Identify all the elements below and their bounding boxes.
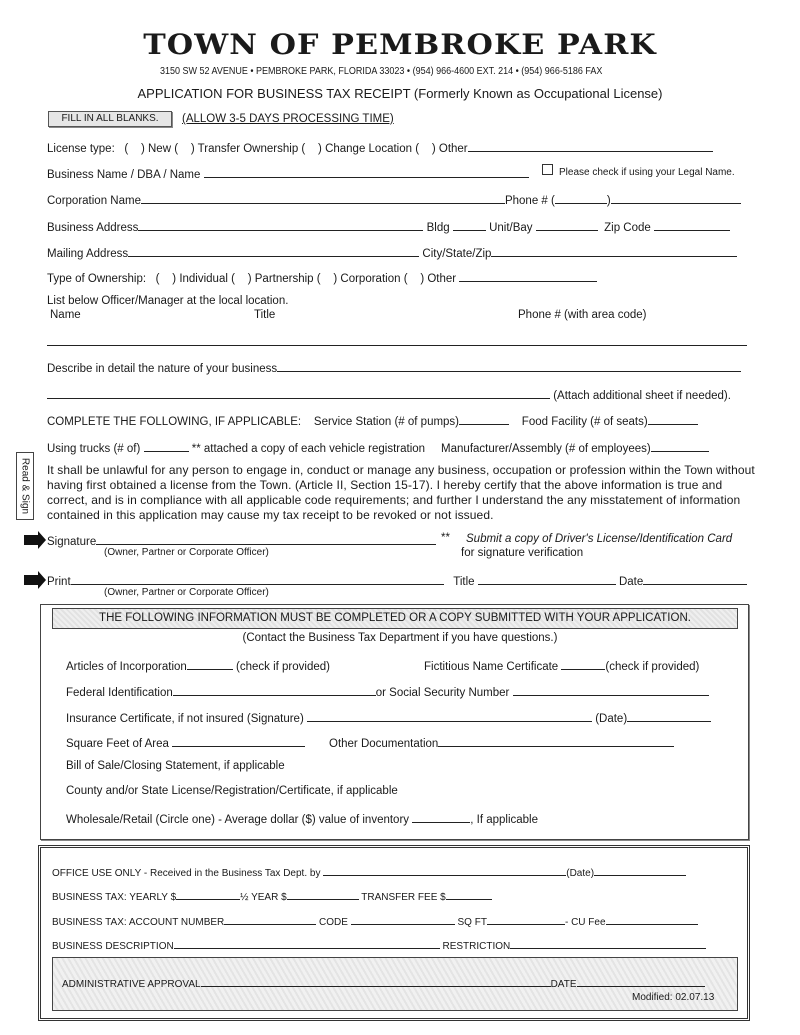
license-type-label: License type: (47, 143, 115, 155)
fictitious-row (424, 658, 699, 673)
signature-sublabel: (Owner, Partner or Corporate Officer) (104, 547, 269, 558)
sq-ft-field[interactable] (487, 913, 565, 925)
zip-code-field[interactable] (654, 219, 730, 231)
insurance-date-label: (Date) (595, 713, 628, 725)
wholesale-row (66, 811, 538, 826)
account-number-label: BUSINESS TAX: ACCOUNT NUMBER (52, 917, 225, 928)
business-address-label: Business Address (47, 222, 139, 234)
requirements-header: THE FOLLOWING INFORMATION MUST BE COMPLETED OR A COPY SUBMITTED WITH YOUR APPLICATION. (52, 608, 738, 629)
signature-note-line1: Submit a copy of Driver's License/Identification Card (466, 533, 733, 545)
signature-note-marker: ** (441, 532, 450, 544)
phone-area-code-field[interactable] (555, 192, 607, 204)
town-title: TOWN OF PEMBROKE PARK (143, 28, 657, 61)
phone-number-field[interactable] (611, 192, 741, 204)
officer-entry-field[interactable] (47, 345, 747, 346)
articles-check-note: (check if provided) (236, 661, 330, 673)
print-label: Print (47, 576, 71, 588)
print-date-field[interactable] (643, 573, 747, 585)
insurance-date-field[interactable] (627, 710, 711, 722)
office-date-label: (Date) (566, 868, 595, 879)
yearly-field[interactable] (176, 888, 240, 900)
bldg-field[interactable] (453, 219, 486, 231)
form-title: APPLICATION FOR BUSINESS TAX RECEIPT (Formerly Known as Occupational License) (137, 86, 663, 101)
arrow-right-icon (24, 571, 46, 589)
applicable-label: COMPLETE THE FOLLOWING, IF APPLICABLE: (47, 416, 302, 428)
license-type-change-location-option[interactable]: ( ) Change Location (301, 143, 413, 155)
wholesale-label: Wholesale/Retail (Circle one) - Average dollar ($) value of inventory (66, 814, 410, 826)
code-field[interactable] (351, 913, 455, 925)
phone-paren: ) (606, 195, 611, 207)
service-station-label: Service Station (# of pumps) (313, 416, 460, 428)
ownership-other-field[interactable] (459, 270, 597, 282)
restriction-label: RESTRICTION (442, 941, 511, 952)
certification-statement: It shall be unlawful for any person to engage in, conduct or manage any business, occupation or profession within the Town without having first obtained a license from the Town. (Article II, Section 15-17). I hereby certify that the above information is true and correct, and is in compliance with all applicable code requirements; and further I understand the any misstatement of information contained in this application may cause my tax receipt to be revoked or not issued. (47, 463, 755, 522)
town-address: 3150 SW 52 AVENUE • PEMBROKE PARK, FLORIDA 33023 • (954) 966-4600 EXT. 214 • (954) 966-5186 FAX (160, 66, 603, 77)
nature-row (47, 360, 741, 375)
unit-bay-label: Unit/Bay (489, 222, 533, 234)
insurance-signature-field[interactable] (307, 710, 592, 722)
manufacturer-field[interactable] (651, 440, 709, 452)
corporation-name-row (47, 192, 741, 207)
city-state-zip-field[interactable] (491, 245, 737, 257)
fill-in-all-blanks-notice: FILL IN ALL BLANKS. (48, 111, 172, 127)
fictitious-label: Fictitious Name Certificate (424, 661, 559, 673)
officer-title-column: Title (254, 309, 276, 321)
admin-approval-field[interactable] (201, 975, 551, 987)
county-license: County and/or State License/Registration/Certificate, if applicable (66, 785, 398, 797)
trucks-field[interactable] (144, 440, 189, 452)
ownership-row (47, 270, 597, 285)
square-feet-row (66, 735, 305, 750)
square-feet-label: Square Feet of Area (66, 738, 169, 750)
wholesale-if-applicable: , If applicable (470, 814, 538, 826)
articles-row (66, 658, 330, 673)
print-name-field[interactable] (71, 573, 444, 585)
admin-approval-label: ADMINISTRATIVE APPROVAL (62, 979, 201, 990)
license-type-new-option[interactable]: ( ) New (117, 143, 172, 155)
insurance-row (66, 710, 711, 725)
ssn-label: or Social Security Number (375, 687, 510, 699)
business-description-label: BUSINESS DESCRIPTION (52, 941, 174, 952)
service-station-field[interactable] (459, 413, 509, 425)
inventory-value-field[interactable] (412, 811, 470, 823)
modified-date: Modified: 02.07.13 (632, 992, 715, 1003)
attach-note: (Attach additional sheet if needed). (553, 390, 731, 402)
yearly-label: BUSINESS TAX: YEARLY $ (52, 892, 177, 903)
legal-name-checkbox[interactable] (542, 164, 553, 177)
office-received-row (52, 864, 686, 879)
admin-date-label: DATE (550, 979, 577, 990)
business-name-label: Business Name / DBA / Name (47, 169, 201, 181)
requirements-contact: (Contact the Business Tax Department if you have questions.) (242, 632, 558, 644)
code-label: CODE (319, 917, 348, 928)
articles-label: Articles of Incorporation (66, 661, 187, 673)
officer-phone-column: Phone # (with area code) (518, 309, 647, 321)
zip-code-label: Zip Code (604, 222, 651, 234)
admin-date-field[interactable] (577, 975, 705, 987)
other-docs-field[interactable] (438, 735, 674, 747)
cu-fee-label: - CU Fee (564, 917, 606, 928)
account-row (52, 913, 698, 928)
license-type-transfer-option[interactable]: ( ) Transfer Ownership (174, 143, 299, 155)
nature-row-2 (47, 387, 731, 402)
print-title-field[interactable] (478, 573, 616, 585)
trucks-row (47, 440, 709, 455)
food-facility-label: Food Facility (# of seats) (521, 416, 648, 428)
insurance-label: Insurance Certificate, if not insured (Signature) (66, 713, 304, 725)
signature-label: Signature (47, 536, 97, 548)
office-received-by-field[interactable] (323, 864, 566, 876)
read-and-sign-tab: Read & Sign (16, 452, 34, 520)
bldg-label: Bldg (426, 222, 450, 234)
account-number-field[interactable] (224, 913, 316, 925)
ownership-partnership-option[interactable]: ( ) Partnership (231, 273, 314, 285)
trucks-label: Using trucks (# of) (47, 443, 141, 455)
ownership-other-option[interactable]: ( ) Other (403, 273, 457, 285)
signature-row (47, 533, 436, 548)
transfer-fee-label: TRANSFER FEE $ (361, 892, 446, 903)
nature-label: Describe in detail the nature of your business (47, 363, 278, 375)
admin-approval-row (62, 975, 705, 990)
federal-id-field[interactable] (173, 684, 376, 696)
ownership-individual-option[interactable]: ( ) Individual (149, 273, 228, 285)
ownership-label: Type of Ownership: (47, 273, 147, 285)
fictitious-field[interactable] (561, 658, 605, 670)
unit-bay-field[interactable] (536, 219, 598, 231)
checkbox-icon (542, 164, 553, 175)
office-date-field[interactable] (594, 864, 686, 876)
vehicle-registration-note: ** attached a copy of each vehicle registration (191, 443, 426, 455)
other-docs-row (329, 735, 674, 750)
arrow-right-icon (24, 531, 46, 549)
applicable-row (47, 413, 698, 428)
square-feet-field[interactable] (172, 735, 305, 747)
mailing-address-row (47, 245, 737, 260)
processing-time-notice: (ALLOW 3-5 DAYS PROCESSING TIME) (182, 113, 394, 125)
office-received-label: OFFICE USE ONLY - Received in the Business Tax Dept. by (52, 868, 321, 879)
cu-fee-field[interactable] (606, 913, 698, 925)
business-address-row (47, 219, 730, 234)
signature-note-line2: for signature verification (461, 547, 584, 559)
officer-name-column: Name (50, 309, 81, 321)
half-year-field[interactable] (287, 888, 359, 900)
nature-field[interactable] (277, 360, 741, 372)
corporation-name-field[interactable] (141, 192, 505, 204)
articles-field[interactable] (187, 658, 233, 670)
print-title-label: Title (453, 576, 475, 588)
city-state-zip-label: City/State/Zip (422, 248, 492, 260)
print-row (47, 573, 747, 588)
description-row (52, 937, 706, 952)
print-date-label: Date (618, 576, 644, 588)
manufacturer-label: Manufacturer/Assembly (# of employees) (441, 443, 651, 455)
license-type-row (47, 140, 713, 155)
fictitious-check-note: (check if provided) (605, 661, 700, 673)
sq-ft-label: SQ FT (457, 917, 487, 928)
other-docs-label: Other Documentation (329, 738, 439, 750)
business-address-field[interactable] (138, 219, 423, 231)
business-name-row (47, 166, 529, 181)
federal-id-row (66, 684, 709, 699)
business-name-field[interactable] (204, 166, 529, 178)
signature-field[interactable] (96, 533, 436, 545)
mailing-address-field[interactable] (128, 245, 419, 257)
transfer-fee-field[interactable] (446, 888, 492, 900)
federal-id-label: Federal Identification (66, 687, 173, 699)
license-type-other-field[interactable] (468, 140, 713, 152)
phone-label: Phone # ( (504, 195, 555, 207)
business-description-field[interactable] (174, 937, 440, 949)
restriction-field[interactable] (510, 937, 706, 949)
business-tax-row (52, 888, 492, 903)
corporation-name-label: Corporation Name (47, 195, 141, 207)
mailing-address-label: Mailing Address (47, 248, 129, 260)
food-facility-field[interactable] (648, 413, 698, 425)
print-sublabel: (Owner, Partner or Corporate Officer) (104, 587, 269, 598)
nature-field-2[interactable] (47, 387, 550, 399)
bill-of-sale: Bill of Sale/Closing Statement, if applicable (66, 760, 285, 772)
officer-intro: List below Officer/Manager at the local location. (47, 295, 289, 307)
license-type-other-option[interactable]: ( ) Other (415, 143, 468, 155)
half-year-label: ½ YEAR $ (240, 892, 287, 903)
ssn-field[interactable] (513, 684, 709, 696)
ownership-corporation-option[interactable]: ( ) Corporation (316, 273, 401, 285)
legal-name-checkbox-label: Please check if using your Legal Name. (559, 167, 735, 178)
